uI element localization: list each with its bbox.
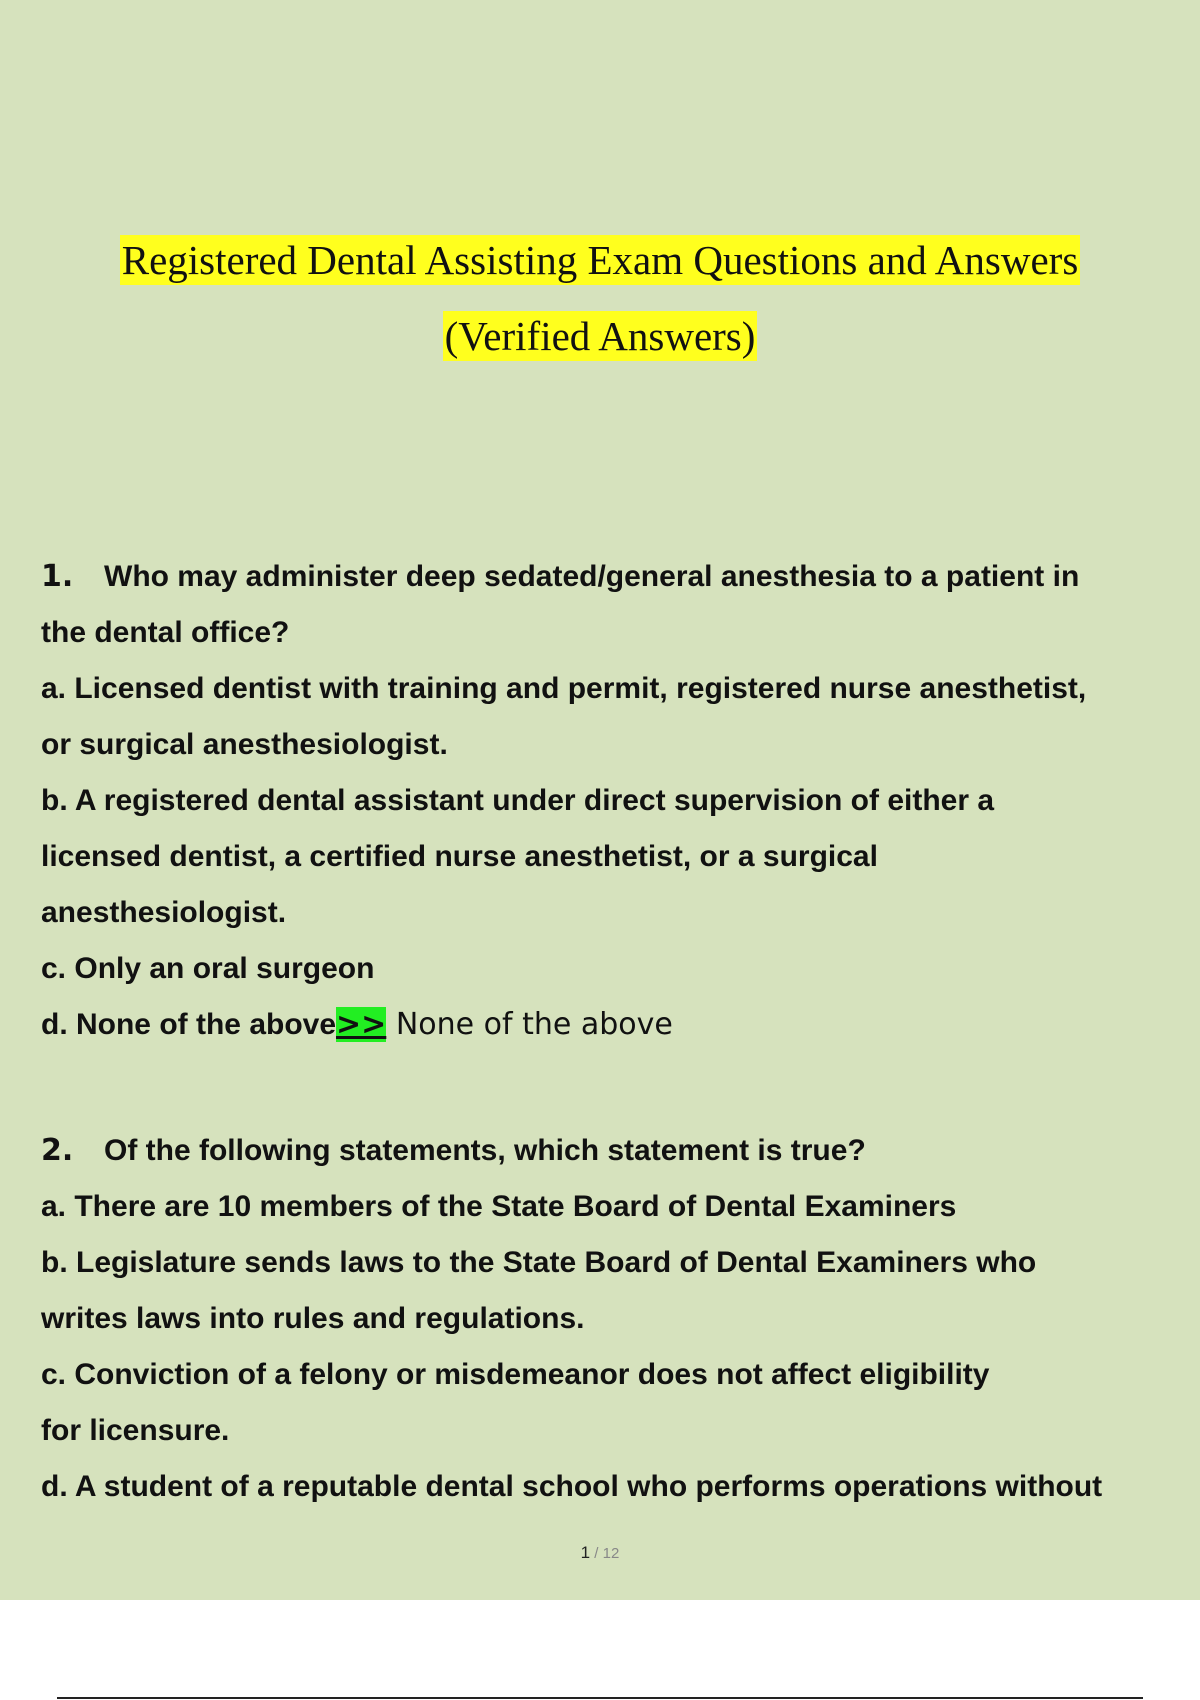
question-text-continued: the dental office? — [41, 616, 290, 649]
option-line: c. Only an oral surgeon — [41, 952, 375, 985]
option-d: d. None of the above — [41, 1008, 337, 1041]
divider — [57, 1697, 1143, 1699]
option-line: b. A registered dental assistant under direct supervision of either a — [41, 784, 995, 817]
option-line: c. Conviction of a felony or misdemeanor does not affect eligibility — [41, 1358, 990, 1391]
question-number: 2. — [41, 1133, 74, 1168]
question-1 — [41, 549, 1181, 1053]
answer-text: None of the above — [386, 1007, 673, 1042]
question-spacer — [41, 1053, 1181, 1123]
option-line: a. There are 10 members of the State Board of Dental Examiners — [41, 1190, 957, 1223]
option-line: for licensure. — [41, 1414, 230, 1447]
option-line: b. Legislature sends laws to the State Board of Dental Examiners who — [41, 1246, 1037, 1279]
page-current: 1 — [580, 1543, 591, 1562]
answer-marker: >> — [336, 1007, 387, 1042]
option-line: d. A student of a reputable dental school who performs operations without — [41, 1470, 1103, 1503]
option-line: anesthesiologist. — [41, 896, 287, 929]
option-line-with-answer — [41, 997, 1181, 1053]
option-line: a. Licensed dentist with training and permit, registered nurse anesthetist, — [41, 672, 1087, 705]
option-line: licensed dentist, a certified nurse anesthetist, or a surgical — [41, 840, 878, 873]
document-title — [0, 222, 1200, 374]
question-text: Of the following statements, which statement is true? — [104, 1134, 866, 1167]
option-line: or surgical anesthesiologist. — [41, 728, 448, 761]
title-line-2: (Verified Answers) — [444, 313, 756, 359]
questions-list — [41, 549, 1181, 1515]
question-text: Who may administer deep sedated/general anesthesia to a patient in — [104, 560, 1080, 593]
page-indicator — [0, 1543, 1200, 1563]
question-number: 1. — [41, 559, 74, 594]
question-2 — [41, 1123, 1181, 1515]
page-total: / 12 — [590, 1545, 620, 1562]
option-line: writes laws into rules and regulations. — [41, 1302, 585, 1335]
title-line-1: Registered Dental Assisting Exam Questions and Answers — [121, 237, 1079, 283]
